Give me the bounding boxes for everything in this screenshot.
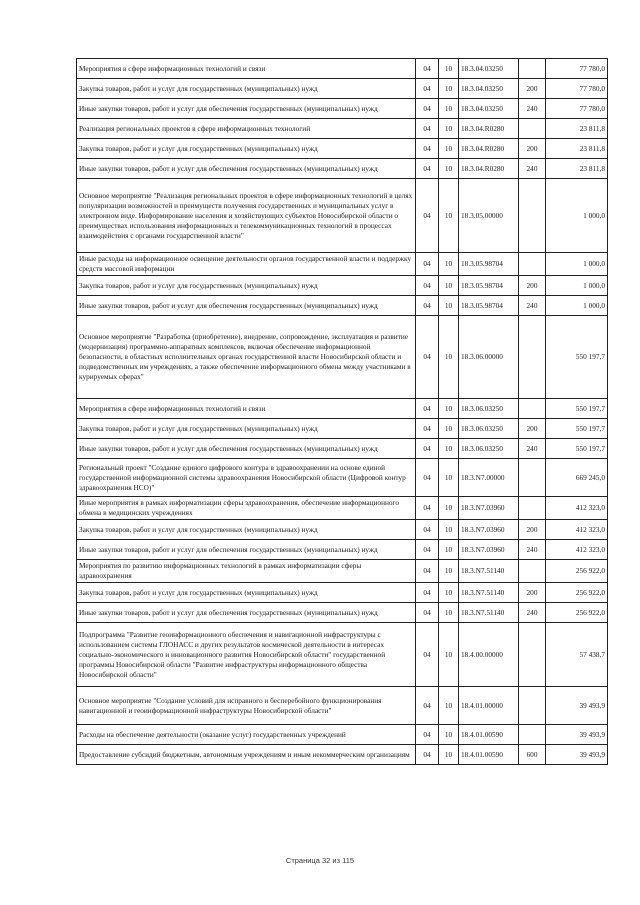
row-target-article: 18.3.04.03250 xyxy=(459,59,519,79)
row-name: Закупка товаров, работ и услуг для государственных (муниципальных) нужд xyxy=(77,139,416,159)
row-target-article: 18.3.06.03250 xyxy=(459,399,519,419)
row-amount: 39 493,9 xyxy=(546,725,608,745)
row-expense-type: 600 xyxy=(519,745,546,765)
table-row xyxy=(77,687,608,725)
row-target-article: 18.3.06.00000 xyxy=(459,316,519,399)
row-name: Закупка товаров, работ и услуг для государственных (муниципальных) нужд xyxy=(77,276,416,296)
row-target-article: 18.4.01.00590 xyxy=(459,725,519,745)
row-subsection-code: 10 xyxy=(439,276,459,296)
row-target-article: 18.3.04.R0280 xyxy=(459,159,519,179)
row-target-article: 18.3.N7.03960 xyxy=(459,540,519,560)
row-section-code: 04 xyxy=(416,687,439,725)
row-target-article: 18.3.05.98704 xyxy=(459,253,519,276)
row-amount: 256 922,0 xyxy=(546,603,608,623)
row-target-article: 18.3.05.98704 xyxy=(459,276,519,296)
row-name: Иные закупки товаров, работ и услуг для обеспечения государственных (муниципальных) нужд xyxy=(77,99,416,119)
row-name: Закупка товаров, работ и услуг для государственных (муниципальных) нужд xyxy=(77,79,416,99)
table-row xyxy=(77,540,608,560)
table-row xyxy=(77,59,608,79)
row-subsection-code: 10 xyxy=(439,316,459,399)
row-name: Иные мероприятия в рамках информатизации сферы здравоохранения, обеспечение информационного обмена в медицинских учреждениях xyxy=(77,497,416,520)
row-expense-type xyxy=(519,725,546,745)
row-target-article: 18.3.N7.51140 xyxy=(459,583,519,603)
table-row xyxy=(77,276,608,296)
row-target-article: 18.3.05.00000 xyxy=(459,179,519,253)
row-amount: 256 922,0 xyxy=(546,560,608,583)
row-section-code: 04 xyxy=(416,59,439,79)
row-section-code: 04 xyxy=(416,399,439,419)
table-row xyxy=(77,179,608,253)
row-subsection-code: 10 xyxy=(439,725,459,745)
row-amount: 1 000,0 xyxy=(546,276,608,296)
row-subsection-code: 10 xyxy=(439,399,459,419)
row-section-code: 04 xyxy=(416,179,439,253)
row-name: Реализация региональных проектов в сфере информационных технологий xyxy=(77,119,416,139)
row-target-article: 18.4.01.00590 xyxy=(459,745,519,765)
row-subsection-code: 10 xyxy=(439,119,459,139)
row-subsection-code: 10 xyxy=(439,159,459,179)
table-row xyxy=(77,159,608,179)
table-row xyxy=(77,316,608,399)
row-expense-type: 240 xyxy=(519,439,546,459)
row-amount: 39 493,9 xyxy=(546,687,608,725)
row-expense-type: 200 xyxy=(519,419,546,439)
table-row xyxy=(77,623,608,687)
row-section-code: 04 xyxy=(416,99,439,119)
row-expense-type: 200 xyxy=(519,276,546,296)
row-section-code: 04 xyxy=(416,276,439,296)
budget-table xyxy=(76,58,608,765)
row-section-code: 04 xyxy=(416,497,439,520)
row-amount: 77 780,0 xyxy=(546,99,608,119)
row-name: Иные закупки товаров, работ и услуг для обеспечения государственных (муниципальных) нужд xyxy=(77,159,416,179)
table-row xyxy=(77,459,608,497)
row-section-code: 04 xyxy=(416,745,439,765)
table-row xyxy=(77,296,608,316)
row-target-article: 18.3.04.R0280 xyxy=(459,119,519,139)
row-subsection-code: 10 xyxy=(439,497,459,520)
row-amount: 23 811,8 xyxy=(546,119,608,139)
row-section-code: 04 xyxy=(416,540,439,560)
row-section-code: 04 xyxy=(416,439,439,459)
row-name: Иные закупки товаров, работ и услуг для обеспечения государственных (муниципальных) нужд xyxy=(77,540,416,560)
row-amount: 256 922,0 xyxy=(546,583,608,603)
row-amount: 669 245,0 xyxy=(546,459,608,497)
row-subsection-code: 10 xyxy=(439,419,459,439)
row-section-code: 04 xyxy=(416,603,439,623)
row-expense-type xyxy=(519,179,546,253)
row-name: Иные расходы на информационное освещение деятельности органов государственной власти и поддержку средств массовой информации xyxy=(77,253,416,276)
row-amount: 550 197,7 xyxy=(546,439,608,459)
row-expense-type: 240 xyxy=(519,540,546,560)
table-row xyxy=(77,99,608,119)
row-section-code: 04 xyxy=(416,459,439,497)
row-expense-type: 200 xyxy=(519,520,546,540)
row-name: Закупка товаров, работ и услуг для государственных (муниципальных) нужд xyxy=(77,583,416,603)
row-expense-type xyxy=(519,253,546,276)
row-subsection-code: 10 xyxy=(439,687,459,725)
row-target-article: 18.3.N7.51140 xyxy=(459,603,519,623)
row-section-code: 04 xyxy=(416,79,439,99)
row-expense-type: 200 xyxy=(519,583,546,603)
row-section-code: 04 xyxy=(416,583,439,603)
row-target-article: 18.3.N7.03960 xyxy=(459,520,519,540)
row-expense-type xyxy=(519,687,546,725)
table-row xyxy=(77,745,608,765)
row-subsection-code: 10 xyxy=(439,296,459,316)
row-name: Мероприятия в сфере информационных технологий и связи xyxy=(77,399,416,419)
table-row xyxy=(77,253,608,276)
row-amount: 57 438,7 xyxy=(546,623,608,687)
row-target-article: 18.3.04.03250 xyxy=(459,99,519,119)
row-amount: 1 000,0 xyxy=(546,179,608,253)
row-subsection-code: 10 xyxy=(439,583,459,603)
row-name: Основное мероприятие "Реализация региональных проектов в сфере информационных технологий в целях популяризации возможностей и преимуществ получения государственных и муниципальных услуг в электронном виде. Информирование населения и хозяйствующих субъектов Новосибирской области о преимуществах использования информационных и телекоммуникационных технологий в процессах взаимодействия с органами государственной власти" xyxy=(77,179,416,253)
row-section-code: 04 xyxy=(416,119,439,139)
row-name: Предоставление субсидий бюджетным, автономным учреждениям и иным некоммерческим организациям xyxy=(77,745,416,765)
table-row xyxy=(77,419,608,439)
row-name: Иные закупки товаров, работ и услуг для обеспечения государственных (муниципальных) нужд xyxy=(77,603,416,623)
row-name: Иные закупки товаров, работ и услуг для обеспечения государственных (муниципальных) нужд xyxy=(77,439,416,459)
row-subsection-code: 10 xyxy=(439,79,459,99)
table-row xyxy=(77,139,608,159)
table-row xyxy=(77,520,608,540)
row-target-article: 18.4.00.00000 xyxy=(459,623,519,687)
row-subsection-code: 10 xyxy=(439,459,459,497)
row-subsection-code: 10 xyxy=(439,520,459,540)
row-target-article: 18.3.04.R0280 xyxy=(459,139,519,159)
table-row xyxy=(77,560,608,583)
row-section-code: 04 xyxy=(416,419,439,439)
row-expense-type: 240 xyxy=(519,296,546,316)
table-row xyxy=(77,603,608,623)
row-amount: 1 000,0 xyxy=(546,253,608,276)
row-amount: 550 197,7 xyxy=(546,399,608,419)
row-section-code: 04 xyxy=(416,316,439,399)
row-expense-type: 240 xyxy=(519,603,546,623)
row-subsection-code: 10 xyxy=(439,59,459,79)
row-expense-type: 240 xyxy=(519,159,546,179)
row-target-article: 18.3.05.98704 xyxy=(459,296,519,316)
row-section-code: 04 xyxy=(416,296,439,316)
row-target-article: 18.3.N7.03960 xyxy=(459,497,519,520)
row-subsection-code: 10 xyxy=(439,253,459,276)
row-subsection-code: 10 xyxy=(439,745,459,765)
row-section-code: 04 xyxy=(416,139,439,159)
table-row xyxy=(77,497,608,520)
row-name: Мероприятия в сфере информационных технологий и связи xyxy=(77,59,416,79)
row-amount: 23 811,8 xyxy=(546,139,608,159)
row-subsection-code: 10 xyxy=(439,99,459,119)
row-expense-type xyxy=(519,623,546,687)
row-subsection-code: 10 xyxy=(439,623,459,687)
row-amount: 550 197,7 xyxy=(546,419,608,439)
row-expense-type xyxy=(519,59,546,79)
row-subsection-code: 10 xyxy=(439,603,459,623)
row-name: Мероприятия по развитию информационных технологий в рамках информатизации сферы здравоохранения xyxy=(77,560,416,583)
row-expense-type xyxy=(519,399,546,419)
table-row xyxy=(77,79,608,99)
row-section-code: 04 xyxy=(416,623,439,687)
row-amount: 412 323,0 xyxy=(546,520,608,540)
row-amount: 412 323,0 xyxy=(546,497,608,520)
row-expense-type: 240 xyxy=(519,99,546,119)
row-expense-type: 200 xyxy=(519,79,546,99)
table-row xyxy=(77,725,608,745)
row-expense-type xyxy=(519,497,546,520)
page-number: Страница 32 из 115 xyxy=(285,856,355,865)
table-row xyxy=(77,439,608,459)
row-target-article: 18.3.N7.00000 xyxy=(459,459,519,497)
row-section-code: 04 xyxy=(416,253,439,276)
row-amount: 77 780,0 xyxy=(546,59,608,79)
row-name: Закупка товаров, работ и услуг для государственных (муниципальных) нужд xyxy=(77,419,416,439)
row-name: Основное мероприятие "Создание условий для исправного и бесперебойного функционирования навигационной и геоинформационной инфраструктуры Новосибирской области" xyxy=(77,687,416,725)
row-expense-type xyxy=(519,119,546,139)
row-amount: 412 323,0 xyxy=(546,540,608,560)
row-expense-type: 200 xyxy=(519,139,546,159)
row-target-article: 18.3.06.03250 xyxy=(459,439,519,459)
row-name: Основное мероприятие "Разработка (приобретение), внедрение, сопровождение, эксплуатация и развитие (модернизация) программно-аппаратных комплексов, включая обеспечение информационной безопасности, в областных исполнительных органах государственной власти Новосибирской области и подведомственных им учреждениях, а также обеспечение информационного обмена между участниками в курируемых сферах" xyxy=(77,316,416,399)
row-amount: 1 000,0 xyxy=(546,296,608,316)
row-subsection-code: 10 xyxy=(439,139,459,159)
row-name: Иные закупки товаров, работ и услуг для обеспечения государственных (муниципальных) нужд xyxy=(77,296,416,316)
row-name: Расходы на обеспечение деятельности (оказание услуг) государственных учреждений xyxy=(77,725,416,745)
row-expense-type xyxy=(519,459,546,497)
row-section-code: 04 xyxy=(416,725,439,745)
row-subsection-code: 10 xyxy=(439,439,459,459)
table-row xyxy=(77,399,608,419)
row-expense-type xyxy=(519,316,546,399)
row-target-article: 18.3.04.03250 xyxy=(459,79,519,99)
row-target-article: 18.3.06.03250 xyxy=(459,419,519,439)
row-target-article: 18.3.N7.51140 xyxy=(459,560,519,583)
row-target-article: 18.4.01.00000 xyxy=(459,687,519,725)
row-section-code: 04 xyxy=(416,520,439,540)
row-name: Региональный проект "Создание единого цифрового контура в здравоохранении на основе единой государственной информационной системы здравоохранения Новосибирской области (Цифровой контур здравоохранения НСО)" xyxy=(77,459,416,497)
row-name: Закупка товаров, работ и услуг для государственных (муниципальных) нужд xyxy=(77,520,416,540)
row-section-code: 04 xyxy=(416,159,439,179)
row-amount: 23 811,8 xyxy=(546,159,608,179)
row-subsection-code: 10 xyxy=(439,179,459,253)
row-expense-type xyxy=(519,560,546,583)
row-subsection-code: 10 xyxy=(439,560,459,583)
table-row xyxy=(77,583,608,603)
table-row xyxy=(77,119,608,139)
row-name: Подпрограмма "Развитие геоинформационного обеспечения и навигационной инфраструктуры с использованием системы ГЛОНАСС и других результатов космической деятельности в интересах социально-экономического и инновационного развития Новосибирской области" государственной программы Новосибирской области "Развитие инфраструктуры информационного общества Новосибирской области" xyxy=(77,623,416,687)
row-subsection-code: 10 xyxy=(439,540,459,560)
row-section-code: 04 xyxy=(416,560,439,583)
row-amount: 39 493,9 xyxy=(546,745,608,765)
row-amount: 77 780,0 xyxy=(546,79,608,99)
row-amount: 550 197,7 xyxy=(546,316,608,399)
budget-table-body xyxy=(77,59,608,765)
